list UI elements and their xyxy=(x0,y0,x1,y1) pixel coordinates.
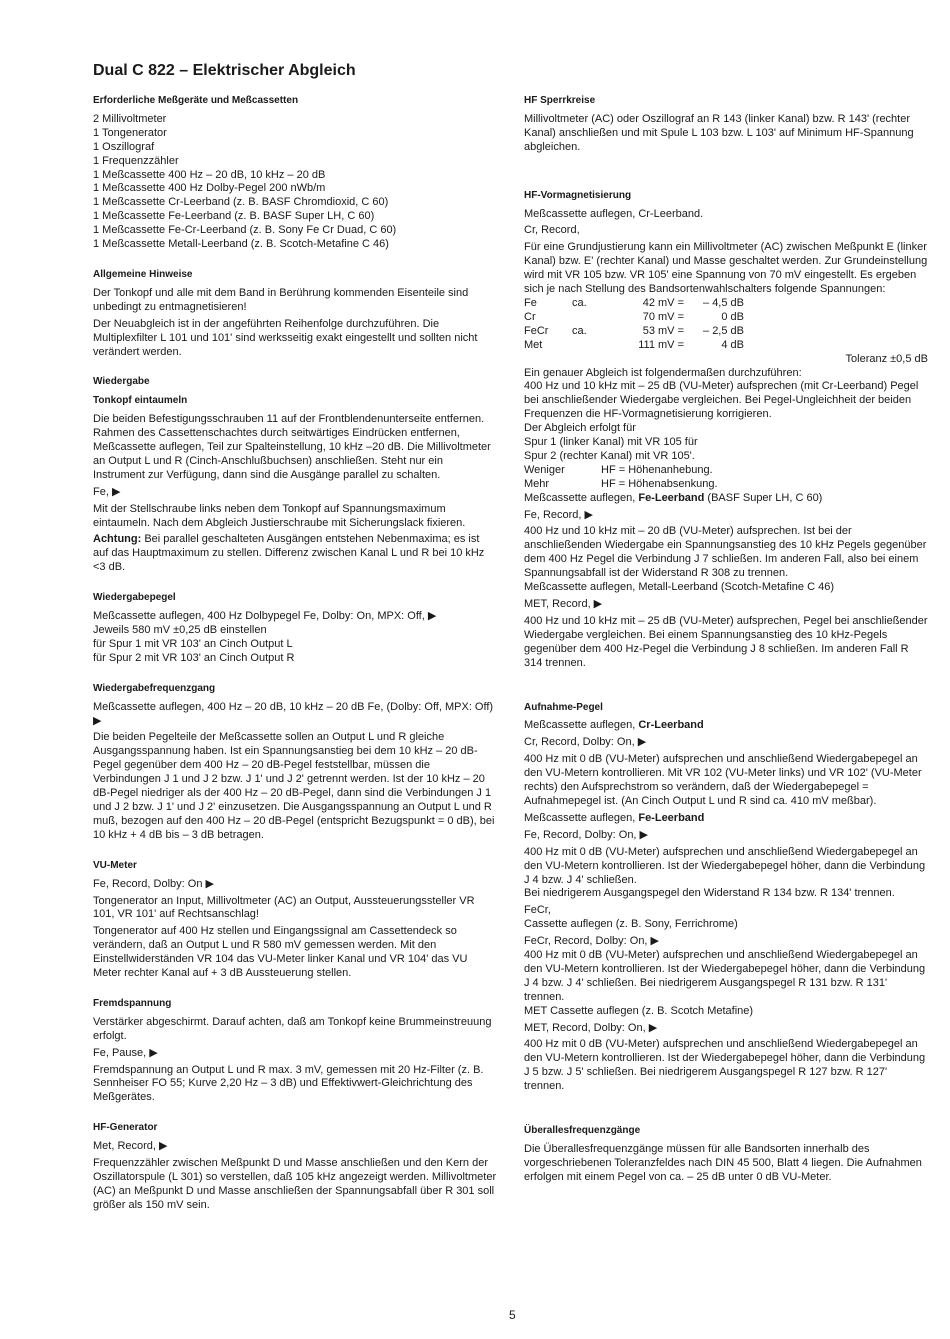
table-cell: – 4,5 dB xyxy=(703,296,744,309)
text-span: Meßcassette auflegen, xyxy=(524,719,639,732)
list-item: 1 Meßcassette 400 Hz Dolby-Pegel 200 nWb/m xyxy=(93,182,326,195)
list-item: 1 Meßcassette Fe-Leerband (z. B. BASF Super LH, C 60) xyxy=(93,210,375,223)
voltage-table xyxy=(524,297,928,353)
paragraph: Die beiden Pegelteile der Meßcassette sollen an Output L und R gleiche Ausgangsspannung haben. Ist ein Spannungsanstieg bei dem 10 kHz – 20 dB-Pegel gegenüber dem 400 Hz – 20 dB-Pegel feststellbar, müssen die Verbindungen J 1 und J 2 bzw. J 1' und J 2' getrennt werden. Ist der 10 kHz – 20 dB-Pegel niedriger als der 400 Hz – 20 dB-Pegel, dann sind die Verbindungen J 1 und J 2 bzw. J 1' und J 2' einzusetzen. Die Ausgangsspannung an Output L und R muß, bezogen auf den 400 Hz – 20 dB-Pegel (entspricht Bezugspunkt = 0 dB), bei 10 kHz + 4 dB bis – 3 dB betragen. xyxy=(93,731,495,841)
section-heading: HF-Vormagnetisierung xyxy=(524,189,632,201)
paragraph: Frequenzzähler zwischen Meßpunkt D und Masse anschließen und den Kern der Oszillatorspule (L 301) so verstellen, daß 105 kHz angezeigt werden. Millivoltmeter (AC) an Meßpunkt D und Masse anschließen der Spannungsabfall über R 301 soll größer als 150 mV sein. xyxy=(93,1157,497,1211)
section-heading: HF Sperrkreise xyxy=(524,95,596,106)
tape-type: Fe-Leerband xyxy=(638,811,705,824)
mode-effect: HF = Höhenanhebung. xyxy=(601,463,713,476)
paragraph: für Spur 1 mit VR 103' an Cinch Output L xyxy=(93,637,293,650)
section-noise xyxy=(93,997,497,1105)
mode-line: Fe, ▶ xyxy=(93,485,121,498)
paragraph: 400 Hz und 10 kHz mit – 20 dB (VU-Meter) aufsprechen. Ist bei der anschließenden Wiedergabe ein Spannungsanstieg des 10 kHz Pegels gegenüber dem 400 Hz Pegel die Verbindung J 7 schließen. Im anderen Fall, also bei einem Spannungsabfall ist der Widerstand R 308 zu trennen. xyxy=(524,525,927,580)
paragraph xyxy=(524,492,928,506)
paragraph: Meßcassette auflegen, 400 Hz Dolbypegel Fe, Dolby: On, MPX: Off, ▶ xyxy=(93,610,437,623)
section-playback-level xyxy=(93,591,497,666)
paragraph: Jeweils 580 mV ±0,25 dB einstellen xyxy=(93,624,267,636)
paragraph: Der Neuabgleich ist in der angeführten Reihenfolge durchzuführen. Die Multiplexfilter L 101 und 101' sind werksseitig exakt eingestellt und sollten nicht verändert werden. xyxy=(93,317,478,358)
section-heading: Wiedergabefrequenzgang xyxy=(93,682,216,694)
list-item: 1 Meßcassette Cr-Leerband (z. B. BASF Chromdioxid, C 60) xyxy=(93,196,389,209)
section-playback xyxy=(93,375,497,575)
section-subheading: Tonkopf eintaumeln xyxy=(93,395,188,407)
paragraph: 400 Hz mit 0 dB (VU-Meter) aufsprechen und anschließend Wiedergabepegel an den VU-Metern kontrollieren. Ist der Wiedergabepegel höher, dann die Verbindung J 5 bzw. J 5' schließen. Bei niedrigerem Ausgangspegel R 127 bzw. R 127' trennen. xyxy=(524,1038,926,1093)
section-heading: Überallesfrequenzgänge xyxy=(524,1125,641,1137)
list-item: 1 Meßcassette 400 Hz – 20 dB, 10 kHz – 20 dB xyxy=(93,168,326,181)
text-span: Meßcassette auflegen, xyxy=(524,491,639,504)
section-general xyxy=(93,268,497,359)
paragraph: Tongenerator auf 400 Hz stellen und Eingangssignal am Cassettendeck so verändern, daß an Output L und R 580 mV gemessen werden. Mit den Einstellwiderständen VR 104 das VU-Meter linker Kanal und VR 104' das VU Meter rechter Kanal auf + 3 dB Aussteuerung stellen. xyxy=(93,925,468,980)
paragraph: Verstärker abgeschirmt. Darauf achten, daß am Tonkopf keine Brummeinstreuung erfolgt. xyxy=(93,1015,492,1042)
table-cell: – 2,5 dB xyxy=(703,324,744,337)
table-cell xyxy=(572,311,614,325)
list-item: 2 Millivoltmeter xyxy=(93,112,167,125)
list-item: 1 Frequenzzähler xyxy=(93,154,179,167)
tolerance: Toleranz ±0,5 dB xyxy=(845,352,928,365)
mode-label: Weniger xyxy=(524,463,565,476)
mode-line: Fe, Record, Dolby: On, ▶ xyxy=(524,828,649,841)
text-span: Meßcassette auflegen, xyxy=(524,811,639,824)
section-overall-frequency xyxy=(524,1124,928,1185)
paragraph: Bei niedrigerem Ausgangspegel den Widerstand R 134 bzw. R 134' trennen. xyxy=(524,887,895,900)
mode-line: MET, Record, Dolby: On, ▶ xyxy=(524,1021,658,1034)
section-heading: VU-Meter xyxy=(93,859,137,871)
section-hf-generator xyxy=(93,1121,497,1212)
table-cell xyxy=(572,339,614,353)
table-cell: Cr xyxy=(524,310,536,323)
warning-paragraph xyxy=(93,533,497,575)
table-cell: 0 dB xyxy=(721,310,744,323)
paragraph: Der Abgleich erfolgt für xyxy=(524,422,636,435)
section-record-level xyxy=(524,701,928,1095)
table-cell: 42 mV = xyxy=(642,296,684,309)
paragraph: 400 Hz mit 0 dB (VU-Meter) aufsprechen und anschließend Wiedergabepegel an den VU-Metern kontrollieren. Ist der Wiedergabepegel höher, dann die Verbindung J 4 bzw. J 4' schließen. Bei niedrigerem Ausgangspegel R 131 bzw. R 131' trennen. xyxy=(524,949,926,1003)
section-heading: Wiedergabepegel xyxy=(93,592,176,604)
table-cell: Met xyxy=(524,338,543,351)
paragraph: 400 Hz und 10 kHz mit – 25 dB (VU-Meter) aufsprechen (mit Cr-Leerband) Pegel bei anschließender Wiedergabe vergleichen. Bei Pegel-Ungleichheit der beiden Frequenzen die HF-Vormagnetisierung korrigieren. xyxy=(524,380,919,421)
section-heading: Erforderliche Meßgeräte und Meßcassetten xyxy=(93,95,299,106)
table-cell: 70 mV = xyxy=(642,310,684,323)
section-heading: Aufnahme-Pegel xyxy=(524,701,603,713)
text-span: (BASF Super LH, C 60) xyxy=(704,491,823,504)
paragraph xyxy=(524,719,928,733)
table-cell: Fe xyxy=(524,296,537,309)
list-item: 1 Tongenerator xyxy=(93,126,167,139)
paragraph: Tongenerator an Input, Millivoltmeter (AC) an Output, Aussteuerungssteller VR 101, VR 101' auf Rechtsanschlag! xyxy=(93,894,475,921)
list-item: 1 Meßcassette Metall-Leerband (z. B. Scotch-Metafine C 46) xyxy=(93,238,389,251)
paragraph: Meßcassette auflegen, Cr-Leerband. xyxy=(524,207,704,220)
paragraph: Spur 1 (linker Kanal) mit VR 105 für xyxy=(524,436,698,449)
paragraph: 400 Hz mit 0 dB (VU-Meter) aufsprechen und anschließend Wiedergabepegel an den VU-Metern kontrollieren. Mit VR 102 (VU-Meter links) und VR 102' (VU-Meter rechts) den Aufsprechstrom so verändern, daß der Wiedergabepegel = Aufnahmepegel ist. (An Cinch Output L und R sind ca. 410 mV meßbar). xyxy=(524,753,922,807)
table-cell: 53 mV = xyxy=(642,324,684,337)
section-heading: HF-Generator xyxy=(93,1122,158,1134)
section-hf-bias xyxy=(524,189,928,671)
mode-line: Cr, Record, xyxy=(524,224,580,237)
adjust-modes xyxy=(524,464,928,492)
paragraph: FeCr, xyxy=(524,904,551,917)
mode-line: Met, Record, ▶ xyxy=(93,1140,168,1153)
list-item: 1 Meßcassette Fe-Cr-Leerband (z. B. Sony Fe Cr Duad, C 60) xyxy=(93,224,397,237)
paragraph: Meßcassette auflegen, 400 Hz – 20 dB, 10 kHz – 20 dB Fe, (Dolby: Off, MPX: Off) ▶ xyxy=(93,700,494,727)
table-cell: 4 dB xyxy=(721,338,744,351)
paragraph xyxy=(524,812,928,826)
warning-label: Achtung: xyxy=(93,533,142,546)
paragraph: Die beiden Befestigungsschrauben 11 auf der Frontblendenunterseite entfernen. Rahmen des Cassettenschachtes durch seitwärtiges Eindrücken entfernen, Meßcassette auflegen, Teil zur Spalteinstellung, 10 kHz –20 dB. Die Millivoltmeter an Output L und R (Cinch-Anschlußbuchsen) anschließen. Steht nur ein Instrument zur Verfügung, dann sind die Ausgänge parallel zu schalten. xyxy=(93,413,491,481)
tape-type: Fe-Leerband xyxy=(638,491,705,504)
section-heading: Allgemeine Hinweise xyxy=(93,268,193,280)
paragraph: Mit der Stellschraube links neben dem Tonkopf auf Spannungsmaximum eintaumeln. Nach dem Abgleich Justierschraube mit Sicherungslack fixieren. xyxy=(93,502,466,529)
section-hf-trap xyxy=(524,94,928,155)
section-heading: Fremdspannung xyxy=(93,997,172,1009)
paragraph: Cassette auflegen (z. B. Sony, Ferrichrome) xyxy=(524,918,738,931)
paragraph: Spur 2 (rechter Kanal) mit VR 105'. xyxy=(524,449,695,462)
paragraph: Für eine Grundjustierung kann ein Millivoltmeter (AC) zwischen Meßpunkt E (linker Kanal) bzw. E' (rechter Kanal) und Masse geschaltet werden. Zur Grundeinstellung wird mit VR 105 bzw. VR 105' eine Spannung von 70 mV eingestellt. Es ergeben sich je nach Stellung des Bandsortenwahlschalters folgende Spannungen: xyxy=(524,241,928,296)
section-equipment xyxy=(93,94,497,252)
paragraph: 400 Hz und 10 kHz mit – 25 dB (VU-Meter) aufsprechen, Pegel bei anschließender Wiedergabe vergleichen. Bei einem Spannungsanstieg des 10 kHz-Pegels gegenüber dem 400 Hz-Pegel die Verbindung J 8 schließen. Im anderen Fall R 314 trennen. xyxy=(524,614,928,669)
paragraph: Meßcassette auflegen, Metall-Leerband (Scotch-Metafine C 46) xyxy=(524,581,834,594)
paragraph: Millivoltmeter (AC) oder Oszillograf an R 143 (linker Kanal) bzw. R 143' (rechter Kanal) anschließen und mit Spule L 103 bzw. L 103' auf Minimum HF-Spannung abgleichen. xyxy=(524,112,914,153)
tape-type: Cr-Leerband xyxy=(638,719,704,732)
table-cell: 111 mV = xyxy=(638,338,684,351)
paragraph: für Spur 2 mit VR 103' an Cinch Output R xyxy=(93,651,295,664)
warning-text: Bei parallel geschalteten Ausgängen entstehen Nebenmaxima; es ist auf das Hauptmaximum zu stellen. Differenz zwischen Kanal L und R bei 10 kHz <3 dB. xyxy=(93,533,485,574)
mode-line: Fe, Pause, ▶ xyxy=(93,1046,158,1059)
section-playback-frequency xyxy=(93,682,497,843)
mode-line: Cr, Record, Dolby: On, ▶ xyxy=(524,736,647,749)
mode-line: MET, Record, ▶ xyxy=(524,598,603,610)
section-vu-meter xyxy=(93,859,497,981)
paragraph: Der Tonkopf und alle mit dem Band in Berührung kommenden Eisenteile sind unbedingt zu entmagnetisieren! xyxy=(93,286,469,313)
mode-line: FeCr, Record, Dolby: On, ▶ xyxy=(524,935,660,948)
page-title: Dual C 822 – Elektrischer Abgleich xyxy=(93,62,356,79)
paragraph: Fremdspannung an Output L und R max. 3 mV, gemessen mit 20 Hz-Filter (z. B. Sennheiser FO 55; Kurve 2,20 Hz – 3 dB) und Effektivwert-Gleichrichtung des Meßgerätes. xyxy=(93,1063,484,1104)
page-number: 5 xyxy=(509,1308,516,1322)
paragraph: 400 Hz mit 0 dB (VU-Meter) aufsprechen und anschließend Wiedergabepegel an den VU-Metern kontrollieren. Ist der Wiedergabepegel höher, dann die Verbindung J 4 bzw. J 4' schließen. xyxy=(524,845,926,886)
mode-line: Fe, Record, Dolby: On ▶ xyxy=(93,877,214,890)
table-cell: ca. xyxy=(572,324,587,337)
right-column xyxy=(524,94,928,1201)
mode-effect: HF = Höhenabsenkung. xyxy=(601,477,718,490)
table-cell: FeCr xyxy=(524,324,549,337)
paragraph: Ein genauer Abgleich ist folgendermaßen durchzuführen: xyxy=(524,366,802,379)
paragraph: MET Cassette auflegen (z. B. Scotch Metafine) xyxy=(524,1004,754,1017)
table-cell: ca. xyxy=(572,296,587,309)
left-column xyxy=(93,94,497,1229)
mode-line: Fe, Record, ▶ xyxy=(524,508,593,521)
list-item: 1 Oszillograf xyxy=(93,140,155,153)
mode-label: Mehr xyxy=(524,477,550,490)
paragraph: Die Überallesfrequenzgänge müssen für alle Bandsorten innerhalb des vorgeschriebenen Toleranzfeldes nach DIN 45 500, Blatt 4 liegen. Die Aufnahmen erfolgen mit einem Pegel von ca. – 25 dB unter 0 dB VU-Meter. xyxy=(524,1143,922,1183)
section-heading: Wiedergabe xyxy=(93,376,150,388)
